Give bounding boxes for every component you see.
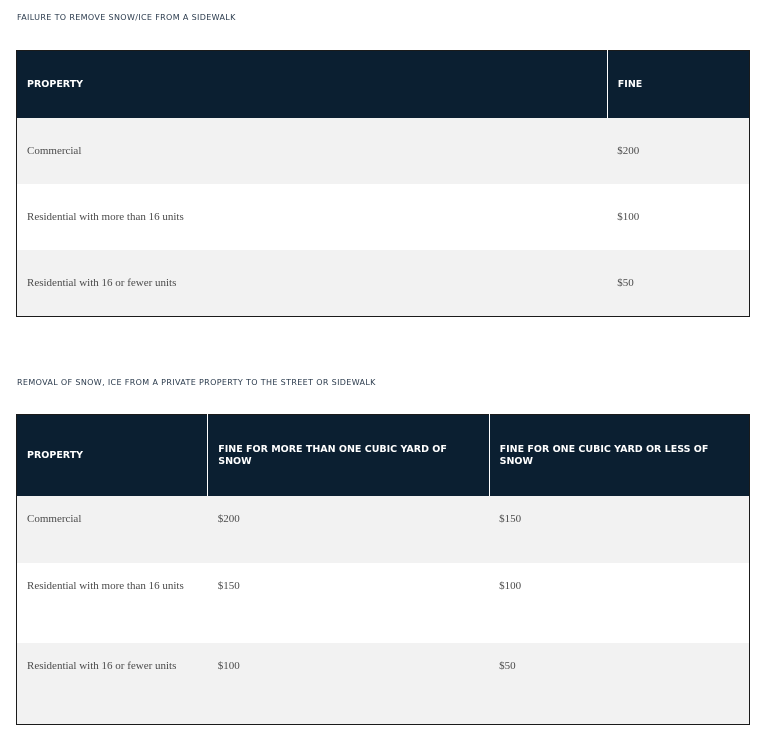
table-row (17, 118, 750, 184)
cell-property: Residential with 16 or fewer units (17, 643, 208, 724)
sidewalk-fine-table (16, 50, 750, 317)
table-row (17, 184, 750, 250)
cell-fine: $100 (607, 184, 749, 250)
section1-caption: FAILURE TO REMOVE SNOW/ICE FROM A SIDEWALK (17, 13, 236, 22)
table-row (17, 250, 750, 317)
table-header-row (17, 415, 750, 497)
cell-property: Commercial (17, 118, 608, 184)
section2-caption: REMOVAL OF SNOW, ICE FROM A PRIVATE PROPERTY TO THE STREET OR SIDEWALK (17, 378, 376, 387)
cell-fine-less: $100 (489, 563, 749, 643)
cell-property: Residential with more than 16 units (17, 184, 608, 250)
cell-property: Residential with 16 or fewer units (17, 250, 608, 317)
cell-fine-more: $200 (208, 496, 489, 563)
column-header-property: PROPERTY (17, 415, 208, 497)
column-header-fine-more-than-one-yard: FINE FOR MORE THAN ONE CUBIC YARD OF SNOW (208, 415, 489, 497)
cell-fine-more: $150 (208, 563, 489, 643)
cell-property: Commercial (17, 496, 208, 563)
table-header-row (17, 51, 750, 119)
table-row (17, 496, 750, 563)
snow-removal-fine-table (16, 414, 750, 725)
table-row (17, 563, 750, 643)
column-header-property: PROPERTY (17, 51, 608, 119)
cell-property: Residential with more than 16 units (17, 563, 208, 643)
column-header-fine: FINE (607, 51, 749, 119)
cell-fine-less: $50 (489, 643, 749, 724)
cell-fine-less: $150 (489, 496, 749, 563)
table-row (17, 643, 750, 724)
cell-fine-more: $100 (208, 643, 489, 724)
column-header-fine-one-yard-or-less: FINE FOR ONE CUBIC YARD OR LESS OF SNOW (489, 415, 749, 497)
cell-fine: $50 (607, 250, 749, 317)
cell-fine: $200 (607, 118, 749, 184)
